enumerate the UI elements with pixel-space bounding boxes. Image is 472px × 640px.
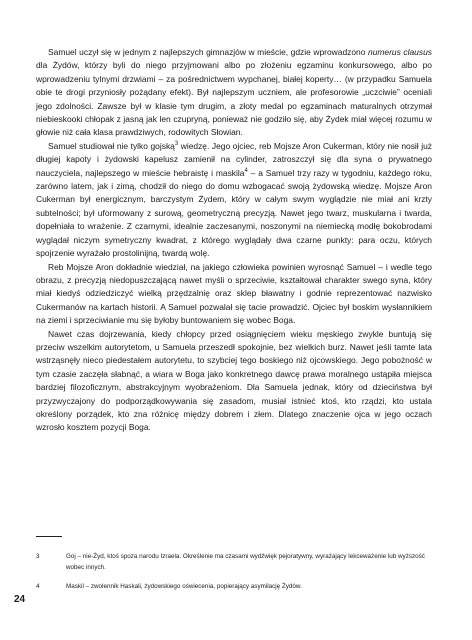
footnote-ref[interactable]: 3 — [174, 141, 179, 148]
main-text — [36, 46, 432, 435]
text-segment: – a Samuel trzy razy w tygodniu, każdego roku, zarówno latem, jak i zimą, chodził do niego do domu wzbogacać swoją żydowską wiedzę. Mojsze Aron Cukerman był energicznym, barczystym Żydem, który w całym swym wyglądzie nie miał ani krzty subtelności; był uformowany z surową, geometryczną precyzją. Nawet jego twarz, muskularna i twarda, dopełniała to wrażenie. Z czarnymi, idealnie zaczesanymi, noszonymi na niemiecką modłę bokobrodami wyglądał niczym symetryczny kwadrat, z którego wyglądały dwa czarne punkty: para oczu, których spojrzenie wyrażało prostolinijną, twardą wolę. — [36, 167, 432, 259]
text-segment: Samuel studiował nie tylko gojską — [48, 140, 175, 151]
text-segment: Samuel uczył się w jednym z najlepszych gimnazjów w mieście, gdzie wprowadzono — [48, 47, 369, 57]
footnote — [36, 551, 432, 573]
footnotes — [36, 536, 432, 600]
paragraph — [36, 46, 432, 140]
footnote-divider — [36, 536, 62, 537]
text-segment: Nawet czas dojrzewania, kiedy chłopcy przed osiągnięciem wieku męskiego zwykle buntują się przeciw wszelkim autorytetom, u Samuela przeszedł spokojnie, bez wielkich burz. Nawet jeśli tamte lata wstrząsnęły nieco piedestałem autorytetu, to szybciej tego boskiego niż ojcowskiego. Jego pobożność w tym czasie zaczęła słabnąć, a wiara w Boga jako konkretnego dawcę prawa moralnego ustąpiła miejsca bardziej filozoficznym, abstrakcyjnym wyobrażeniom. Dla Samuela jednak, który od dzieciństwa był przyzwyczajony do podporządkowywania się zasadom, musiał istnieć ktoś, kto rządzi, kto ustala określony porządek, kto zna różnicę między dobrem i złem. Dlatego znaczenie ojca w jego oczach wzrosło kosztem pozycji Boga. — [36, 328, 432, 433]
page-number: 24 — [14, 594, 26, 605]
footnote-ref[interactable]: 4 — [244, 167, 248, 174]
footnote — [36, 581, 432, 592]
text-segment: dla Żydów, którzy byli do niego przyjmowani albo po złożeniu egzaminu konkursowego, albo po wprowadzeniu tylnymi drzwiami – za pośrednictwem wypchanej, białej koperty… (w przypadku Samuela obie te drogi przyniosły pożądany efekt). Był najlepszym uczniem, ale profesorowie „uczciwie” oceniali jego zdolności. Zawsze był w klasie tym drugim, a złoty medal po egzaminach maturalnych otrzymał niebieskooki chłopak z jasną jak len czupryną, ponieważ nie godziło się, aby Żydek miał więcej rozumu w głowie niż cała klasa prawdziwych, rodowitych Słowian. — [36, 60, 432, 138]
footnote-number: 3 — [36, 553, 40, 560]
paragraph — [36, 140, 432, 261]
footnote-text: Goj – nie-Żyd, ktoś spoza narodu Izraela. Określenie ma czasami wydźwięk pejoratywny, wyrażający lekceważenie lub wyższość wobec innych. — [66, 553, 425, 571]
text-segment: Reb Mojsze Aron dokładnie wiedział, na jakiego człowieka powinien wyrosnąć Samuel – i wedle tego obrazu, z precyzją niedopuszczającą nawet myśli o sprzeciwie, kształtował charakter swego syna, który miał kiedyś odziedziczyć wielką przędzalnię oraz sklep bławatny i godnie reprezentować nazwisko Cukermanów na kartach historii. A Samuel pozwalał się tacie prowadzić. Ojciec był boskim wysłannikiem na ziemi i sprzeciwianie mu się byłoby buntowaniem się wobec Boga. — [36, 261, 432, 326]
footnote-text: Maskil – zwolennik Haskali, żydowskiego oświecenia, popierający asymilację Żydów. — [66, 583, 302, 590]
latin-term: numerus clausus — [368, 47, 433, 57]
footnote-number: 4 — [36, 583, 40, 590]
paragraph — [36, 328, 432, 435]
paragraph — [36, 261, 432, 328]
text-segment: wiedzę. Jego ojciec, reb Mojsze Aron Cukerman, który nie nosił już długiej kapoty i żydowski kapelusz zamienił na cylinder, zatroszczył się dla syna o prywatnego nauczyciela, najlepszego w mieście hebraistę i maskila — [36, 140, 432, 178]
